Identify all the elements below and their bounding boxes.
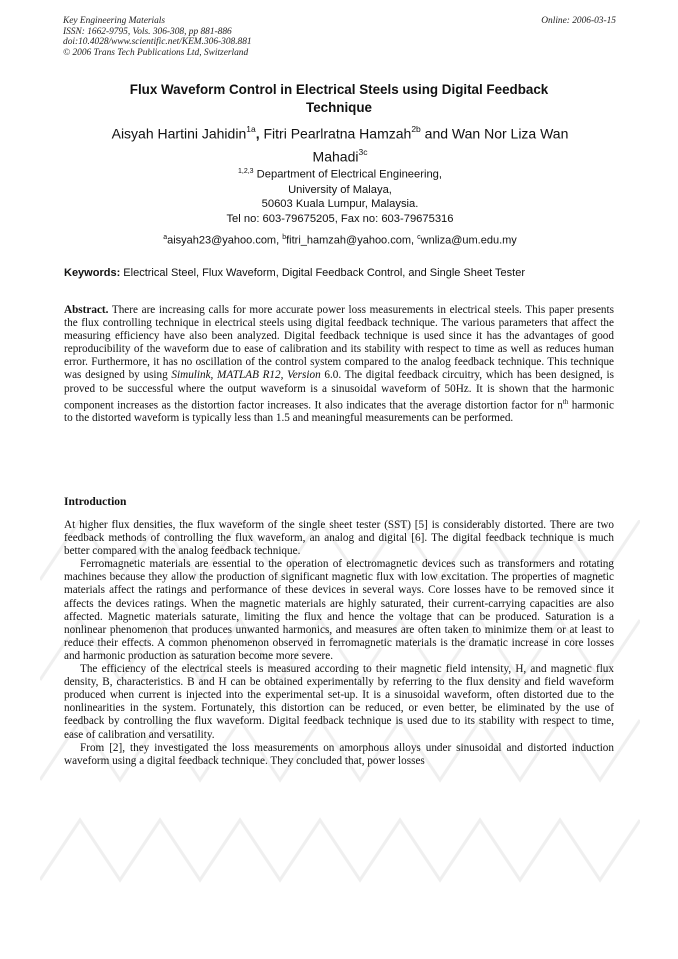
affiliation-sup: 1,2,3: [238, 168, 254, 175]
abstract: [64, 304, 614, 426]
journal-name: Key Engineering Materials: [63, 16, 166, 26]
email-a: aisyah23@yahoo.com,: [167, 234, 283, 247]
affiliation-address: 50603 Kuala Lumpur, Malaysia.: [261, 198, 419, 211]
author-list: [64, 121, 616, 166]
author-and: and: [420, 125, 452, 142]
journal-header: [63, 16, 616, 58]
email-c: wnliza@um.edu.my: [420, 234, 517, 247]
affiliation-dept: Department of Electrical Engineering,: [253, 168, 442, 181]
abstract-part-3: harmonic to the distorted waveform is typically less than 1.5 and meaningful measurements can be performed.: [64, 399, 615, 425]
journal-issn: ISSN: 1662-9795, Vols. 306-308, pp 881-886: [63, 26, 232, 37]
title-line-2: Technique: [306, 100, 372, 115]
abstract-th-sup: th: [562, 397, 569, 406]
intro-paragraph-2: Ferromagnetic materials are essential to the operation of electromagnetic devices such as transformers and rotating machines because they allow the production of significant magnetic flux with low excitation. The properties of magnetic materials affect the ratings and performance of these devices in several ways. Core losses have to be removed since it affects the devices ratings. When the magnetic materials are highly saturated, their current-carrying capacities are also affected. Magnetic materials saturate, limiting the flux and hence the voltage that can be produced. Saturation is a nonlinear phenomenon that produces unwanted harmonics, and measures are often taken to minimize them or at least to reduce their effects. A common phenomenon observed in ferromagnetic materials is the dramatic increase in core losses and harmonic production as saturation become more severe.: [64, 558, 614, 662]
author-separator: ,: [255, 125, 264, 142]
email-b: fitri_hamzah@yahoo.com,: [286, 234, 418, 247]
affiliation-phone: Tel no: 603-79675205, Fax no: 603-79675316: [226, 213, 454, 226]
title-line-1: Flux Waveform Control in Electrical Steels using Digital Feedback: [129, 82, 549, 97]
abstract-software: Simulink, MATLAB R12, Version: [171, 369, 321, 382]
keywords-text: Electrical Steel, Flux Waveform, Digital Feedback Control, and Single Sheet Tester: [120, 267, 525, 279]
intro-paragraph-1: At higher flux densities, the flux waveform of the single sheet tester (SST) [5] is considerably distorted. There are two feedback methods of controlling the flux waveform, an analog and digital [6]. The digital feedback technique is much better compared with the analog feedback technique.: [64, 519, 614, 558]
author-2-sup: 2b: [411, 124, 421, 134]
journal-copyright: © 2006 Trans Tech Publications Ltd, Switzerland: [63, 47, 249, 58]
introduction-heading: Introduction: [64, 496, 127, 508]
abstract-part-2: 6.0. The digital feedback circuitry, which has been designed, is proved to be successful where the output waveform is a sinusoidal waveform of 50Hz. It is shown that the harmonic component increases as the distortion factor increases. It also indicates that the average distortion factor for n: [64, 369, 614, 412]
author-3-sup: 3c: [358, 146, 368, 157]
keywords: [64, 266, 624, 280]
author-1-name: Aisyah Hartini Jahidin: [111, 125, 247, 142]
email-b-sup: b: [282, 234, 287, 241]
email-a-sup: a: [163, 234, 168, 241]
author-1-sup: 1a: [246, 124, 256, 134]
intro-paragraph-4: From [2], they investigated the loss measurements on amorphous alloys under sinusoidal and distorted induction waveform using a digital feedback technique. They concluded that, power losses: [64, 741, 614, 767]
abstract-part-1: There are increasing calls for more accurate power loss measurements in electrical steels. This paper presents the flux controlling technique in electrical steels using digital feedback technique. The various parameters that affect the measuring efficiency have also been analyzed. Digital feedback technique is used since it has the advantages of good reproducibility of the waveform due to ease of calibration and its stability with respect to time as well as reduces human error. Furthermore, it has no oscillation of the control system compared to the analog feedback technique. This technique was designed by using: [64, 304, 614, 382]
author-3-name-part1: Wan Nor Liza Wan: [451, 125, 569, 142]
author-emails: [64, 231, 616, 248]
intro-paragraph-3: The efficiency of the electrical steels is measured according to their magnetic field intensity, H, and magnetic flux density, B, characteristics. B and H can be obtained experimentally by referring to the flux density and field waveform produced when current is injected into the experimental set-up. It is a sinusoidal waveform, often distorted due to the nonlinearities in the system. Fortunately, this distortion can be reduced, or even better, be eliminated by the use of feedback by controlling the flux waveform. Digital feedback technique is used due to its stability with respect to time, ease of calibration and versatility.: [64, 663, 614, 741]
keywords-label: Keywords:: [64, 267, 121, 279]
affiliation: [64, 165, 616, 227]
online-date: Online: 2006-03-15: [541, 16, 616, 26]
author-2-name: Fitri Pearlratna Hamzah: [263, 125, 412, 142]
affiliation-univ: University of Malaya,: [288, 183, 392, 196]
author-3-name-part2: Mahadi: [312, 148, 359, 165]
journal-doi: doi:10.4028/www.scientific.net/KEM.306-308.881: [63, 37, 252, 48]
paper-title: [70, 81, 608, 117]
introduction-body: [64, 519, 614, 768]
abstract-label: Abstract.: [64, 304, 109, 316]
email-c-sup: c: [417, 234, 421, 241]
